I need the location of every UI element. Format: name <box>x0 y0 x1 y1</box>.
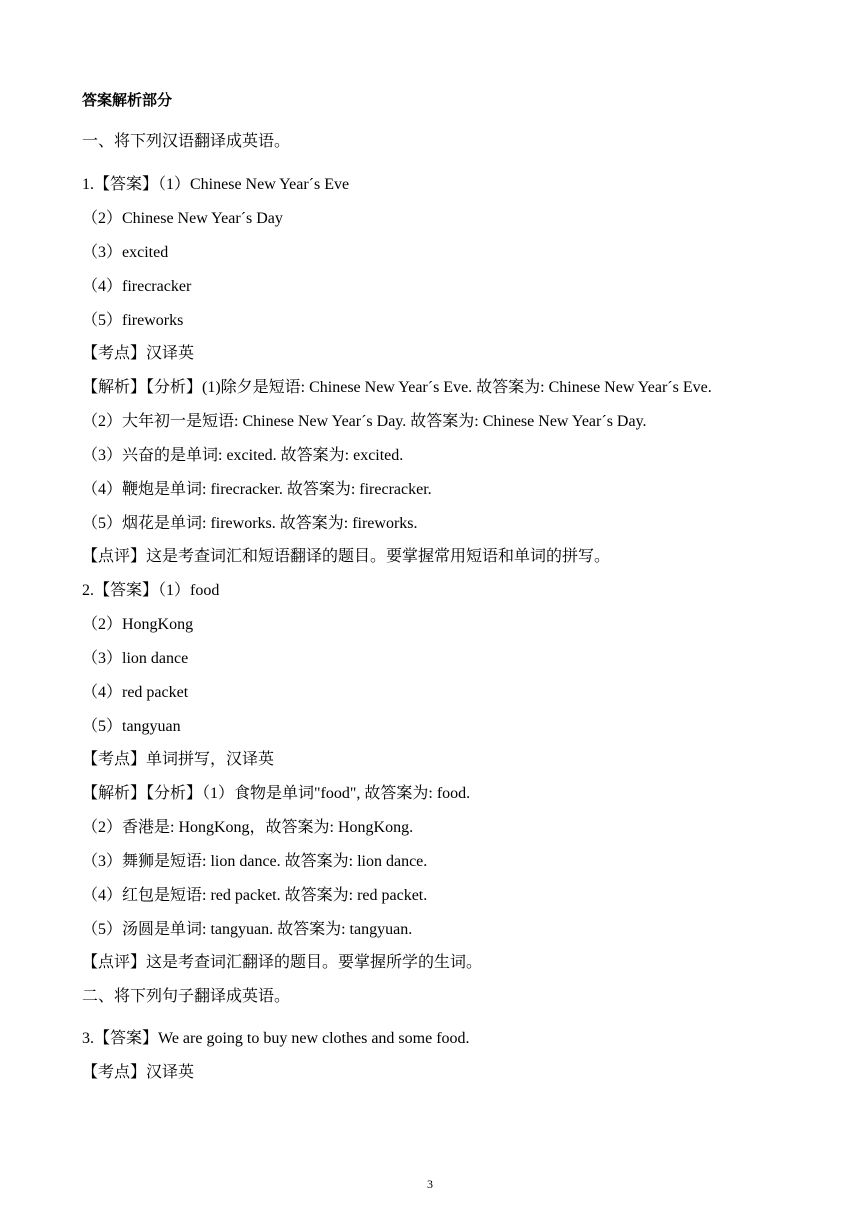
answer-line: （2）Chinese New Year´s Day <box>82 210 283 227</box>
knowledge-point: 【考点】单词拼写，汉译英 <box>82 751 275 768</box>
answer-line: （5）fireworks <box>82 312 184 329</box>
answer-line: 2.【答案】（1）food <box>82 582 220 599</box>
answer-line: （3）lion dance <box>82 650 189 667</box>
section-heading: 二、将下列句子翻译成英语。 <box>82 988 291 1005</box>
answer-line: （3）excited <box>82 244 169 261</box>
analysis-line: （2）大年初一是短语: Chinese New Year´s Day. 故答案为: Chinese New Year´s Day. <box>82 413 647 430</box>
analysis-line: （3）兴奋的是单词: excited. 故答案为: excited. <box>82 447 404 464</box>
analysis-line: （5）汤圆是单词: tangyuan. 故答案为: tangyuan. <box>82 921 413 938</box>
answer-line: （5）tangyuan <box>82 718 181 735</box>
answer-line: （2）HongKong <box>82 616 194 633</box>
comment-line: 【点评】这是考查词汇和短语翻译的题目。要掌握常用短语和单词的拼写。 <box>82 548 611 565</box>
analysis-line: （4）鞭炮是单词: firecracker. 故答案为: firecracker. <box>82 481 432 498</box>
answer-line: （4）firecracker <box>82 278 192 295</box>
knowledge-point: 【考点】汉译英 <box>82 1064 195 1081</box>
analysis-line: 【解析】【分析】（1）食物是单词"food", 故答案为: food. <box>82 785 471 802</box>
knowledge-point: 【考点】汉译英 <box>82 345 195 362</box>
answer-line: （4）red packet <box>82 684 189 701</box>
analysis-line: （5）烟花是单词: fireworks. 故答案为: fireworks. <box>82 515 418 532</box>
section-heading: 一、将下列汉语翻译成英语。 <box>82 133 291 150</box>
answer-line: 3.【答案】We are going to buy new clothes and some food. <box>82 1030 470 1047</box>
page-number: 3 <box>427 1177 433 1191</box>
analysis-line: （3）舞狮是短语: lion dance. 故答案为: lion dance. <box>82 853 428 870</box>
comment-line: 【点评】这是考查词汇翻译的题目。要掌握所学的生词。 <box>82 954 483 971</box>
analysis-line: 【解析】【分析】(1)除夕是短语: Chinese New Year´s Eve. 故答案为: Chinese New Year´s Eve. <box>82 379 712 396</box>
page-title: 答案解析部分 <box>82 91 173 109</box>
answer-line: 1.【答案】（1）Chinese New Year´s Eve <box>82 176 350 193</box>
analysis-line: （2）香港是: HongKong，故答案为: HongKong. <box>82 819 414 836</box>
analysis-line: （4）红包是短语: red packet. 故答案为: red packet. <box>82 887 428 904</box>
